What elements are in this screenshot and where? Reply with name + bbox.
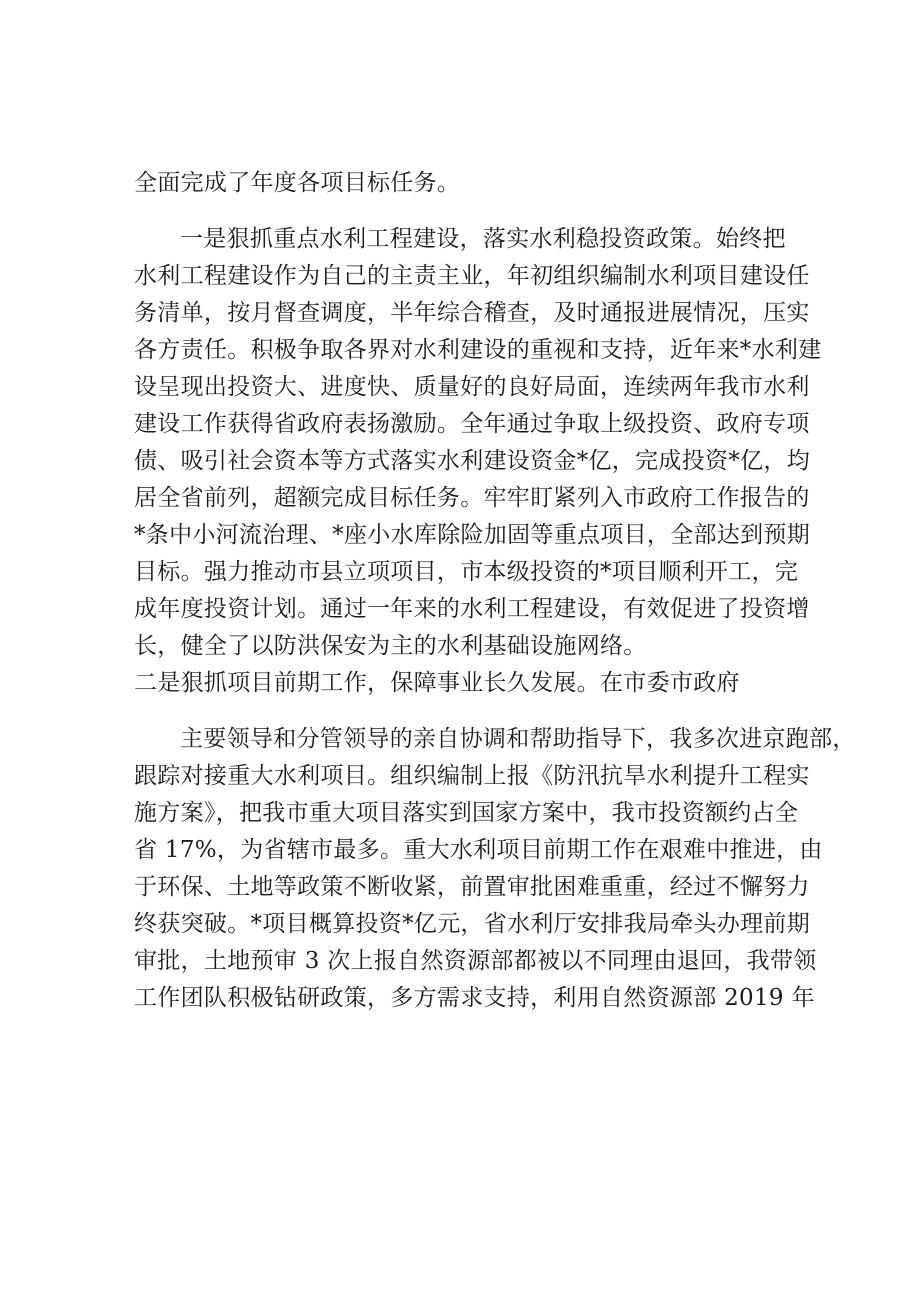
text-line: 建设工作获得省政府表扬激励。全年通过争取上级投资、政府专项: [134, 411, 810, 437]
text-line: 省 17%，为省辖市最多。重大水利项目前期工作在艰难中推进，由: [134, 837, 823, 863]
text-line: 审批，土地预审 3 次上报自然资源部都被以不同理由退回，我带领: [134, 948, 817, 974]
text-line: 债、吸引社会资本等方式落实水利建设资金*亿，完成投资*亿，均: [134, 448, 810, 474]
text-line: 二是狠抓项目前期工作，保障事业长久发展。在市委市政府: [134, 670, 740, 696]
text-line: 施方案》，把我市重大项目落实到国家方案中，我市投资额约占全: [134, 800, 799, 826]
text-line: 全面完成了年度各项目标任务。: [134, 170, 461, 196]
text-line: 居全省前列，超额完成目标任务。牢牢盯紧列入市政府工作报告的: [134, 485, 810, 511]
text-line: 跟踪对接重大水利项目。组织编制上报《防汛抗旱水利提升工程实: [134, 763, 810, 789]
paragraph-2-first-line: 主要领导和分管领导的亲自协调和帮助指导下，我多次进京跑部，: [180, 726, 856, 752]
text-line: 长，健全了以防洪保安为主的水利基础设施网络。: [134, 633, 647, 659]
text-line: 目标。强力推动市县立项项目，市本级投资的*项目顺利开工，完: [134, 559, 799, 585]
paragraph-1-first-line: 一是狠抓重点水利工程建设，落实水利稳投资政策。始终把: [180, 226, 786, 252]
text-line: 终获突破。*项目概算投资*亿元，省水利厅安排我局牵头办理前期: [134, 911, 810, 937]
text-line: 水利工程建设作为自己的主责主业，年初组织编制水利项目建设任: [134, 263, 810, 289]
text-line: 成年度投资计划。通过一年来的水利工程建设，有效促进了投资增: [134, 596, 810, 622]
text-line: 工作团队积极钻研政策，多方需求支持，利用自然资源部 2019 年: [134, 985, 815, 1011]
text-line: *条中小河流治理、*座小水库除险加固等重点项目，全部达到预期: [134, 522, 810, 548]
text-line: 务清单，按月督查调度，半年综合稽查，及时通报进展情况，压实: [134, 300, 810, 326]
text-line: 于环保、土地等政策不断收紧，前置审批困难重重，经过不懈努力: [134, 874, 810, 900]
text-line: 各方责任。积极争取各界对水利建设的重视和支持，近年来*水利建: [134, 337, 822, 363]
text-line: 设呈现出投资大、进度快、质量好的良好局面，连续两年我市水利: [134, 374, 810, 400]
